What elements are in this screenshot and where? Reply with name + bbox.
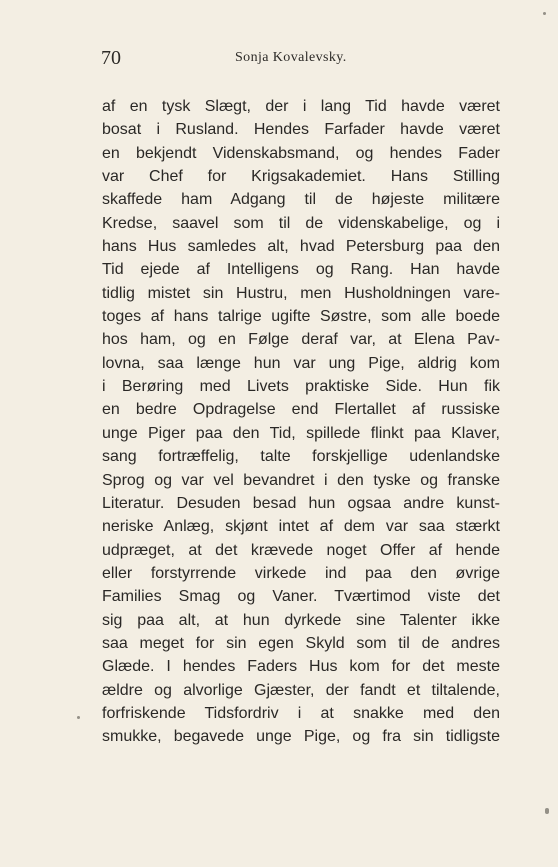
text-line: forfriskende Tidsfordriv i at snakke med den bbox=[102, 704, 500, 722]
text-line: sig paa alt, at hun dyrkede sine Talenter ikke bbox=[102, 611, 500, 629]
text-line: tidlig mistet sin Hustru, men Husholdningen vare- bbox=[102, 284, 500, 302]
text-line: i Berøring med Livets praktiske Side. Hun fik bbox=[102, 378, 500, 396]
text-line: en bedre Opdragelse end Flertallet af russiske bbox=[102, 401, 500, 419]
text-line: sang fortræffelig, talte forskjellige udenlandske bbox=[102, 448, 500, 466]
paper-speck bbox=[543, 12, 546, 15]
text-line: af en tysk Slægt, der i lang Tid havde været bbox=[102, 98, 500, 115]
paper-speck bbox=[77, 716, 80, 719]
text-line: var Chef for Krigsakademiet. Hans Stilling bbox=[102, 168, 500, 186]
text-line: skaffede ham Adgang til de højeste militære bbox=[102, 191, 500, 209]
text-line: saa meget for sin egen Skyld som til de andres bbox=[102, 634, 500, 652]
text-line: hos ham, og en Følge deraf var, at Elena Pav- bbox=[102, 331, 500, 349]
text-line: udpræget, at det krævede noget Offer af hende bbox=[102, 541, 500, 559]
text-line: ældre og alvorlige Gjæster, der fandt et tiltalende, bbox=[102, 681, 500, 699]
text-line: toges af hans talrige ugifte Søstre, som alle boede bbox=[102, 308, 500, 326]
text-line: Sprog og var vel bevandret i den tyske og franske bbox=[102, 471, 500, 489]
text-line: Literatur. Desuden besad hun ogsaa andre kunst- bbox=[102, 494, 500, 512]
running-head: Sonja Kovalevsky. bbox=[235, 50, 347, 65]
text-line: hans Hus samledes alt, hvad Petersburg paa den bbox=[102, 238, 500, 256]
page-number: 70 bbox=[101, 47, 121, 69]
body-text bbox=[102, 95, 500, 749]
text-line: Kredse, saavel som til de videnskabelige, og i bbox=[102, 214, 500, 232]
text-line: lovna, saa længe hun var ung Pige, aldrig kom bbox=[102, 354, 500, 372]
text-line: bosat i Rusland. Hendes Farfader havde været bbox=[102, 121, 500, 139]
text-line: eller forstyrrende virkede ind paa den øvrige bbox=[102, 564, 500, 582]
text-line: smukke, begavede unge Pige, og fra sin tidligste bbox=[102, 728, 500, 746]
text-line: neriske Anlæg, skjønt intet af dem var saa stærkt bbox=[102, 518, 500, 536]
text-line: Tid ejede af Intelligens og Rang. Han havde bbox=[102, 261, 500, 279]
text-line: en bekjendt Videnskabsmand, og hendes Fader bbox=[102, 144, 500, 162]
paper-speck bbox=[545, 808, 549, 814]
text-line: unge Piger paa den Tid, spillede flinkt paa Klaver, bbox=[102, 424, 500, 442]
text-line: Families Smag og Vaner. Tværtimod viste det bbox=[102, 588, 500, 606]
text-line: Glæde. I hendes Faders Hus kom for det meste bbox=[102, 658, 500, 676]
